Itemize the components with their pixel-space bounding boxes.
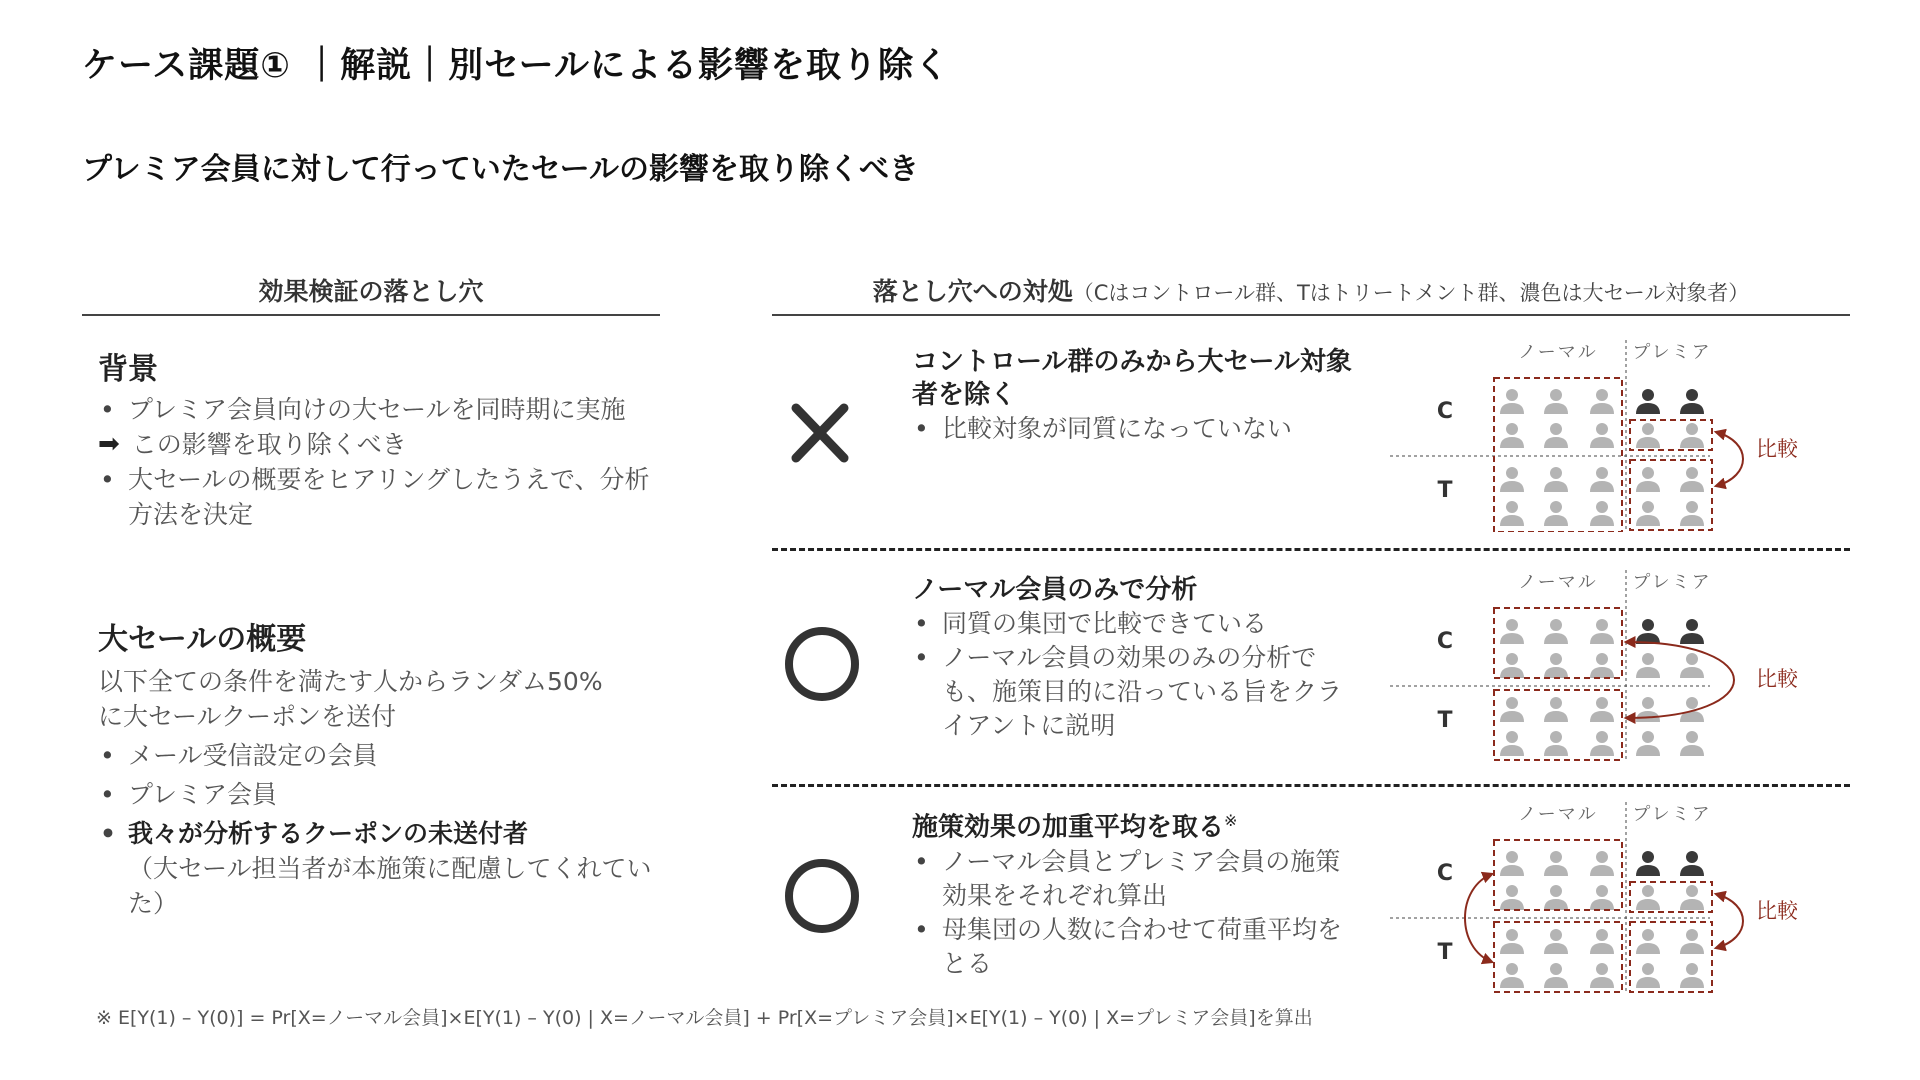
person-icon xyxy=(1636,731,1660,756)
person-icon xyxy=(1500,697,1524,722)
right-heading-text: 落とし穴への対処 xyxy=(872,277,1073,306)
right-arrow-icon: ➡ xyxy=(98,429,120,459)
row-1-mark xyxy=(790,400,850,466)
person-icon xyxy=(1500,389,1524,414)
row-2-bullet-1: • 同質の集団で比較できている xyxy=(912,607,1352,641)
page-subtitle: プレミア会員に対して行っていたセールの影響を取り除くべき xyxy=(82,152,919,187)
person-icon xyxy=(1590,619,1614,644)
row-separator-2 xyxy=(772,784,1850,787)
background-section xyxy=(98,344,658,532)
row-3-mark xyxy=(782,856,862,936)
person-icon xyxy=(1590,963,1614,988)
diagram-row-1 xyxy=(1390,336,1830,532)
person-icon xyxy=(1590,423,1614,448)
person-icon xyxy=(1500,963,1524,988)
person-icon xyxy=(1680,501,1704,526)
person-icon xyxy=(1590,389,1614,414)
person-icon xyxy=(1500,929,1524,954)
person-icon xyxy=(1590,929,1614,954)
person-icon xyxy=(1544,467,1568,492)
row-3-title xyxy=(912,804,1352,845)
page-title: ケース課題① ｜解説｜別セールによる影響を取り除く xyxy=(82,46,950,86)
row-3-title-note-mark: ※ xyxy=(1224,811,1238,830)
person-icon xyxy=(1544,731,1568,756)
row-2-bullet-2: • ノーマル会員の効果のみの分析でも、施策目的に沿っている旨をクライアントに説明 xyxy=(912,641,1352,743)
diagram-row-3 xyxy=(1390,798,1830,994)
person-icon xyxy=(1590,467,1614,492)
circle-mark-icon xyxy=(782,624,862,704)
footnote: ※ E[Y(1) – Y(0)] = Pr[X=ノーマル会員]×E[Y(1) – Y(0) | X=ノーマル会員] + Pr[X=プレミア会員]×E[Y(1) – Y(0) | X=プレミア会員]を算出 xyxy=(96,1007,1313,1029)
person-icon xyxy=(1680,731,1704,756)
person-icon xyxy=(1590,697,1614,722)
compare-arrow-right xyxy=(1716,894,1743,948)
person-icon xyxy=(1680,851,1704,876)
control-label: C xyxy=(1436,861,1454,886)
person-icon xyxy=(1590,501,1614,526)
person-icon xyxy=(1636,501,1660,526)
normal-label: ノーマル xyxy=(1518,572,1598,593)
background-arrow-text: この影響を取り除くべき xyxy=(131,430,407,459)
person-icon xyxy=(1590,653,1614,678)
row-3-text xyxy=(912,804,1352,981)
normal-label: ノーマル xyxy=(1518,342,1598,363)
person-icon xyxy=(1500,653,1524,678)
person-icon xyxy=(1590,885,1614,910)
diagram-2-svg xyxy=(1390,566,1830,762)
person-icon xyxy=(1636,467,1660,492)
left-column-heading xyxy=(82,272,660,308)
person-icon xyxy=(1544,885,1568,910)
treatment-label: T xyxy=(1437,708,1453,733)
person-icon xyxy=(1500,619,1524,644)
overview-bold-item-note: （大セール担当者が本施策に配慮してくれていた） xyxy=(128,854,652,918)
person-icon xyxy=(1680,885,1704,910)
row-2-text xyxy=(912,574,1352,743)
person-icon xyxy=(1544,851,1568,876)
person-icon xyxy=(1544,697,1568,722)
compare-arrow xyxy=(1626,642,1734,718)
overview-bold-item xyxy=(98,816,658,921)
overview-item: • プレミア会員 xyxy=(98,777,658,812)
overview-bold-item-text: 我々が分析するクーポンの未送付者 xyxy=(128,819,529,848)
person-icon xyxy=(1590,851,1614,876)
diagram-1-svg xyxy=(1390,336,1830,532)
person-icon xyxy=(1544,653,1568,678)
background-bullet-1: • プレミア会員向けの大セールを同時期に実施 xyxy=(98,392,658,427)
person-icon xyxy=(1680,653,1704,678)
row-2-mark xyxy=(782,624,862,704)
row-1-bullet-1: • 比較対象が同質になっていない xyxy=(912,412,1352,446)
person-icon xyxy=(1636,851,1660,876)
person-icon xyxy=(1636,389,1660,414)
person-icon xyxy=(1680,389,1704,414)
person-icon xyxy=(1680,929,1704,954)
compare-label: 比較 xyxy=(1756,899,1798,923)
row-3-bullet-2: • 母集団の人数に合わせて荷重平均をとる xyxy=(912,913,1352,981)
person-icon xyxy=(1590,731,1614,756)
person-icon xyxy=(1680,423,1704,448)
person-icon xyxy=(1500,851,1524,876)
control-label: C xyxy=(1436,629,1454,654)
person-icon xyxy=(1544,501,1568,526)
overview-title: 大セールの概要 xyxy=(98,622,307,657)
row-1-text xyxy=(912,346,1352,446)
normal-label: ノーマル xyxy=(1518,804,1598,825)
person-icon xyxy=(1636,885,1660,910)
treatment-label: T xyxy=(1437,478,1453,503)
right-heading-rule xyxy=(772,314,1850,316)
person-icon xyxy=(1544,619,1568,644)
treatment-label: T xyxy=(1437,940,1453,965)
person-icon xyxy=(1636,963,1660,988)
person-icon xyxy=(1544,389,1568,414)
person-icon xyxy=(1500,731,1524,756)
person-icon xyxy=(1544,929,1568,954)
overview-intro: 以下全ての条件を満たす人からランダム50%に大セールクーポンを送付 xyxy=(98,667,603,731)
person-icon xyxy=(1680,619,1704,644)
overview-section xyxy=(98,614,658,921)
premium-label: プレミア xyxy=(1632,572,1712,593)
diagram-3-svg xyxy=(1390,798,1830,994)
left-heading-rule xyxy=(82,314,660,316)
person-icon xyxy=(1500,885,1524,910)
diagram-row-2 xyxy=(1390,566,1830,762)
row-separator-1 xyxy=(772,548,1850,551)
person-icon xyxy=(1500,467,1524,492)
control-label: C xyxy=(1436,399,1454,424)
overview-item: • メール受信設定の会員 xyxy=(98,738,658,773)
person-icon xyxy=(1500,423,1524,448)
compare-arrow xyxy=(1716,432,1743,486)
person-icon xyxy=(1636,619,1660,644)
premium-label: プレミア xyxy=(1632,342,1712,363)
left-heading-text: 効果検証の落とし穴 xyxy=(258,277,484,306)
person-icon xyxy=(1680,467,1704,492)
row-3-bullet-1: • ノーマル会員とプレミア会員の施策効果をそれぞれ算出 xyxy=(912,845,1352,913)
background-title: 背景 xyxy=(98,352,158,387)
row-3-title-text: 施策効果の加重平均を取る xyxy=(912,812,1225,843)
circle-mark-icon xyxy=(782,856,862,936)
compare-label: 比較 xyxy=(1756,437,1798,461)
person-icon xyxy=(1636,929,1660,954)
person-icon xyxy=(1500,501,1524,526)
person-icon xyxy=(1636,653,1660,678)
background-bullet-2: • 大セールの概要をヒアリングしたうえで、分析方法を決定 xyxy=(98,462,658,532)
person-icon xyxy=(1680,963,1704,988)
premium-label: プレミア xyxy=(1632,804,1712,825)
right-column-heading xyxy=(772,272,1850,308)
cross-mark-icon xyxy=(790,400,850,466)
background-arrow-line xyxy=(98,427,658,462)
compare-label: 比較 xyxy=(1756,667,1798,691)
row-1-title: コントロール群のみから大セール対象者を除く xyxy=(912,347,1352,410)
row-2-title: ノーマル会員のみで分析 xyxy=(912,575,1198,605)
person-icon xyxy=(1544,423,1568,448)
person-icon xyxy=(1636,423,1660,448)
overview-items xyxy=(98,738,658,812)
person-icon xyxy=(1544,963,1568,988)
right-heading-note: （Cはコントロール群、Tはトリートメント群、濃色は大セール対象者） xyxy=(1072,281,1750,305)
